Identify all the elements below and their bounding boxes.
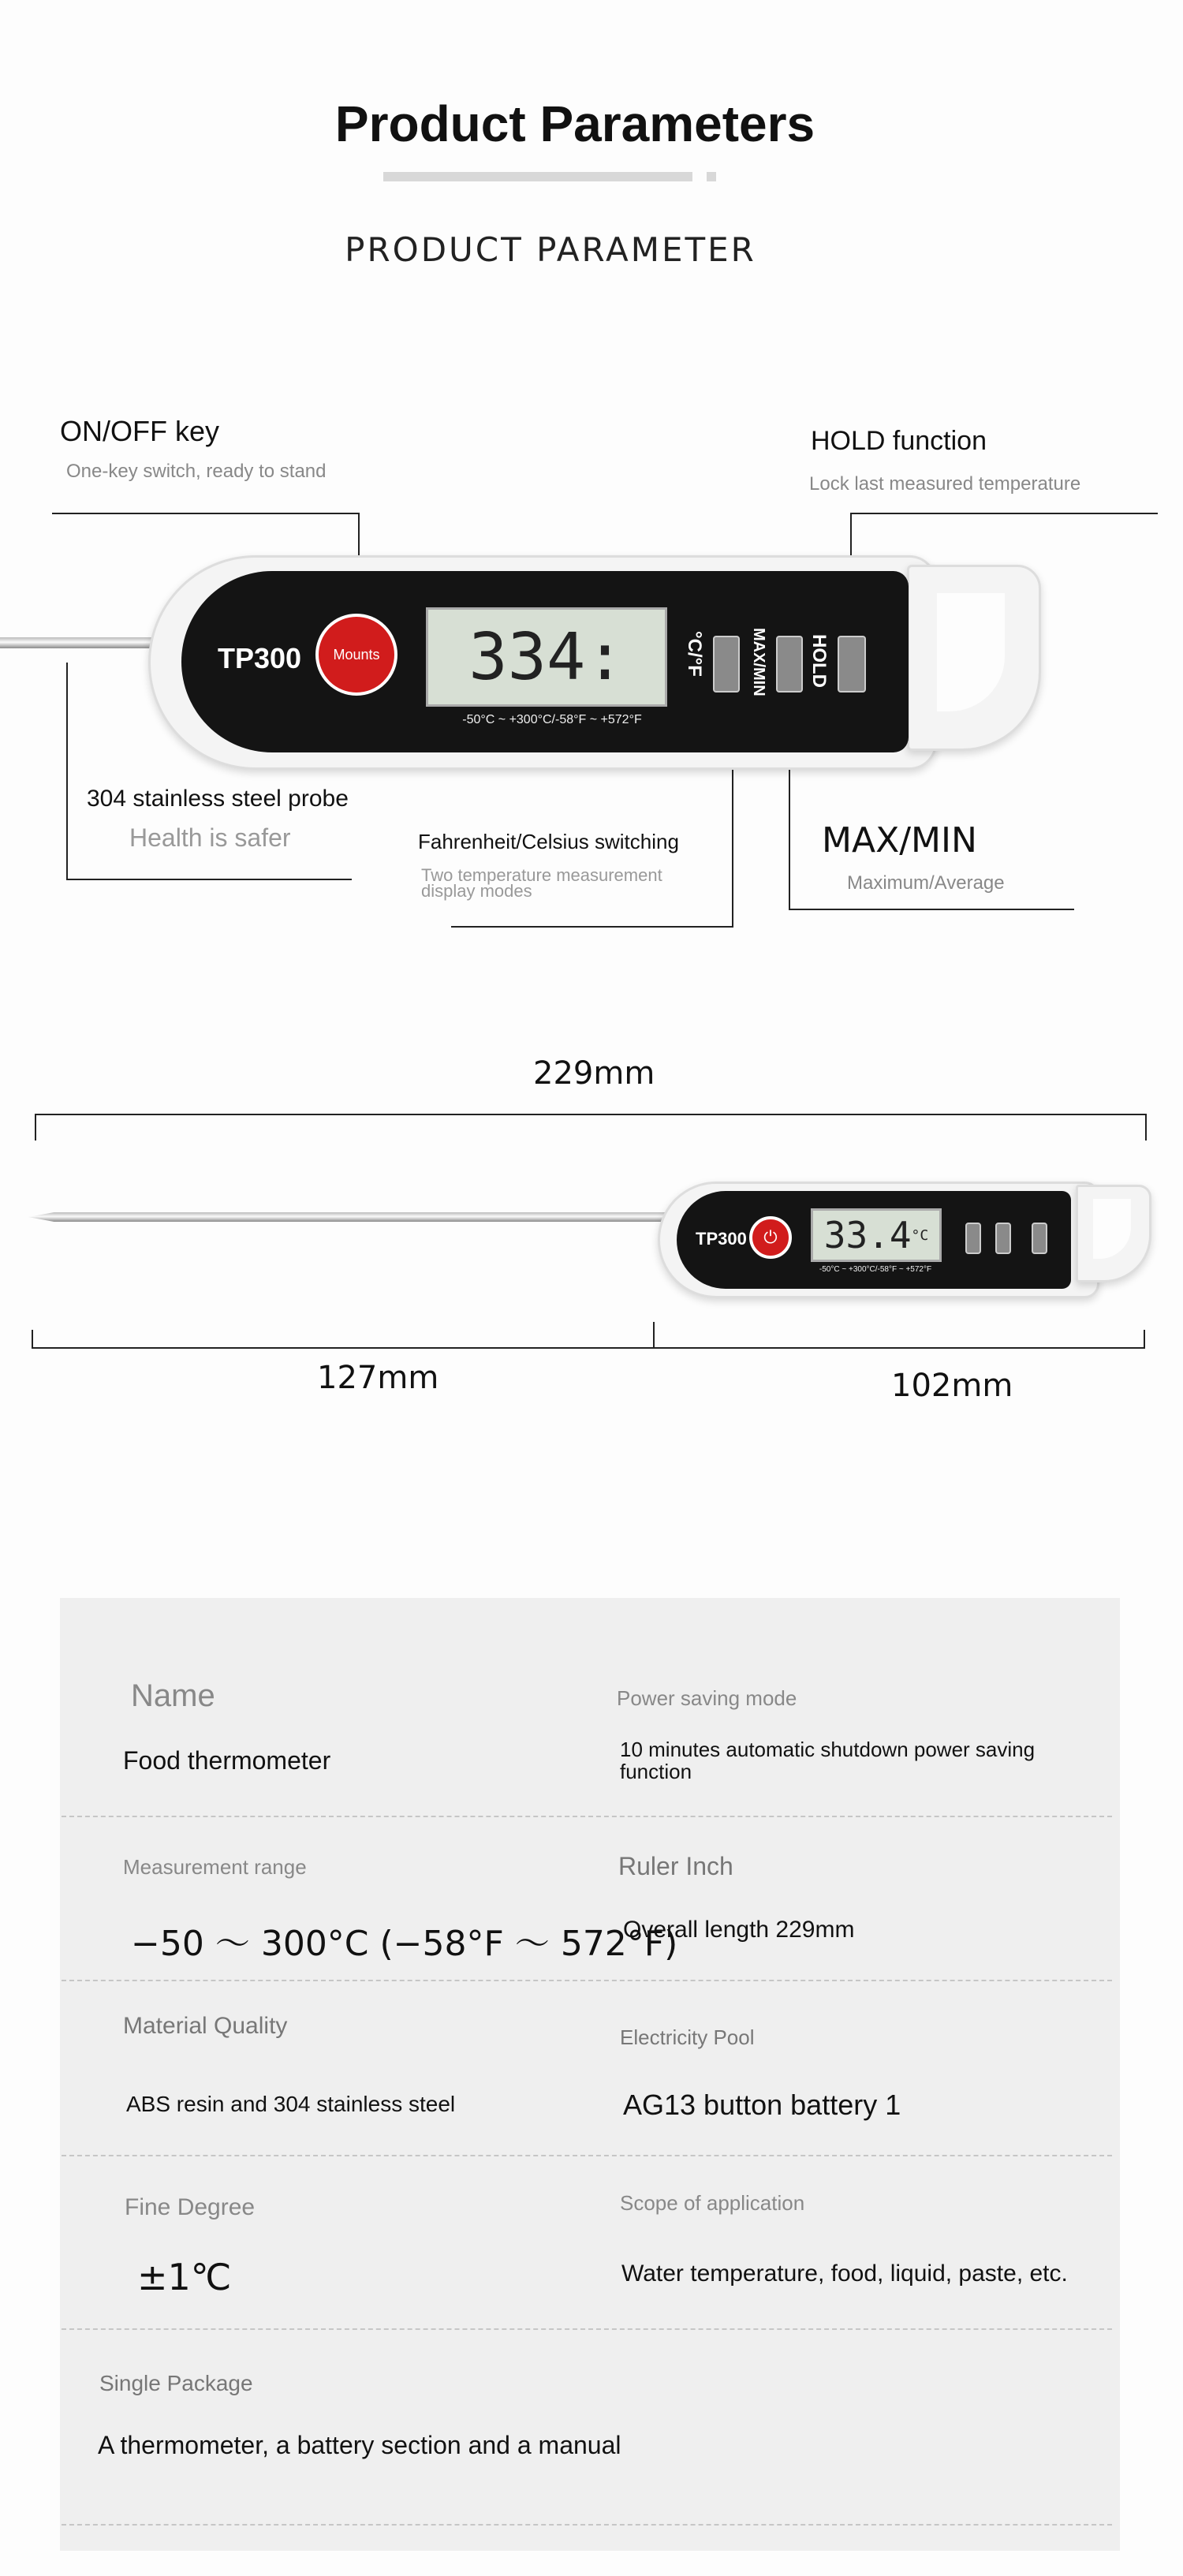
unit-switch-button-small[interactable] xyxy=(965,1223,981,1254)
probe-large xyxy=(0,637,166,648)
dimension-probe: 127mm xyxy=(317,1360,439,1396)
spec-label-name: Name xyxy=(131,1678,215,1713)
spec-value-package: A thermometer, a battery section and a manual xyxy=(98,2431,621,2459)
spec-label-power-saving: Power saving mode xyxy=(617,1686,797,1710)
title-underline xyxy=(383,172,692,181)
onoff-leader-h xyxy=(52,513,360,514)
model-label-large: TP300 xyxy=(218,642,302,674)
maxmin-leader-h xyxy=(789,909,1074,910)
spec-value-range: −50 ～ 300°C (−58°F ～ 572°F) xyxy=(131,1924,678,1964)
page-title: Product Parameters xyxy=(334,95,815,152)
spec-value-accuracy: ±1℃ xyxy=(137,2256,232,2298)
spec-row-separator xyxy=(62,1980,1112,1981)
spec-label-accuracy: Fine Degree xyxy=(125,2194,256,2220)
spec-label-package: Single Package xyxy=(99,2371,253,2395)
spec-row-separator xyxy=(62,2328,1112,2330)
model-label-small: TP300 xyxy=(696,1229,747,1249)
spec-row-separator xyxy=(62,2155,1112,2156)
lcd-unit-small: °C xyxy=(911,1226,929,1244)
unit-button-label: °C/°F xyxy=(684,631,705,677)
unit-title: Fahrenheit/Celsius switching xyxy=(418,830,679,853)
spec-value-material: ABS resin and 304 stainless steel xyxy=(126,2092,456,2116)
onoff-desc: One-key switch, ready to stand xyxy=(66,461,327,482)
probe-desc: Health is safer xyxy=(129,823,291,852)
maxmin-desc: Maximum/Average xyxy=(847,872,1005,894)
spec-value-battery: AG13 button battery 1 xyxy=(623,2089,901,2121)
spec-value-name: Food thermometer xyxy=(123,1746,331,1775)
lcd-display-large xyxy=(426,607,667,707)
dimension-total-line xyxy=(35,1114,1147,1115)
power-button-large[interactable] xyxy=(315,614,397,696)
power-button-small[interactable]: ⏻ xyxy=(749,1216,792,1259)
hold-button-label: HOLD xyxy=(808,634,830,688)
page-subtitle: PRODUCT PARAMETER xyxy=(345,230,756,269)
spec-value-scope: Water temperature, food, liquid, paste, etc. xyxy=(621,2261,1068,2287)
probe-leader-v xyxy=(66,663,68,880)
hold-leader-h xyxy=(850,513,1158,514)
hold-button[interactable] xyxy=(838,636,866,693)
range-label-large: -50°C ~ +300°C/-58°F ~ +572°F xyxy=(462,713,642,726)
probe-leader-h xyxy=(66,879,352,880)
spec-label-length: Ruler Inch xyxy=(618,1852,733,1880)
unit-desc: Two temperature measurement display modes xyxy=(421,865,662,901)
maxmin-title: MAX/MIN xyxy=(822,820,977,861)
spec-label-material: Material Quality xyxy=(123,2013,288,2039)
power-button-label: Mounts xyxy=(333,646,380,663)
spec-label-battery: Electricity Pool xyxy=(620,2025,755,2049)
onoff-title: ON/OFF key xyxy=(60,415,220,447)
unit-leader-h xyxy=(451,926,733,928)
hold-title: HOLD function xyxy=(811,426,987,456)
lcd-display-small xyxy=(811,1208,942,1262)
spec-row-separator xyxy=(62,2524,1112,2526)
maxmin-button-small[interactable] xyxy=(995,1223,1011,1254)
title-underline-dot xyxy=(707,172,716,181)
probe-small xyxy=(28,1212,667,1222)
spec-label-range: Measurement range xyxy=(123,1855,307,1879)
maxmin-button[interactable] xyxy=(776,636,803,693)
spec-label-scope: Scope of application xyxy=(620,2191,805,2215)
lcd-reading-large: 334: xyxy=(468,619,625,695)
maxmin-button-label: MAX/MIN xyxy=(750,628,767,696)
spec-row-separator xyxy=(62,1816,1112,1817)
hold-button-small[interactable] xyxy=(1032,1223,1047,1254)
dimension-total: 229mm xyxy=(533,1055,655,1092)
unit-switch-button[interactable] xyxy=(713,636,740,693)
hold-desc: Lock last measured temperature xyxy=(809,473,1081,495)
spec-value-power-saving: 10 minutes automatic shutdown power saving function xyxy=(620,1738,1036,1783)
dimension-split-line xyxy=(32,1347,1145,1349)
lcd-reading-small: 33.4 xyxy=(823,1214,912,1256)
dimension-handle: 102mm xyxy=(891,1368,1013,1404)
spec-value-length: Overall length 229mm xyxy=(623,1917,855,1943)
range-label-small: -50°C ~ +300°C/-58°F ~ +572°F xyxy=(819,1265,932,1274)
probe-title: 304 stainless steel probe xyxy=(87,786,349,812)
